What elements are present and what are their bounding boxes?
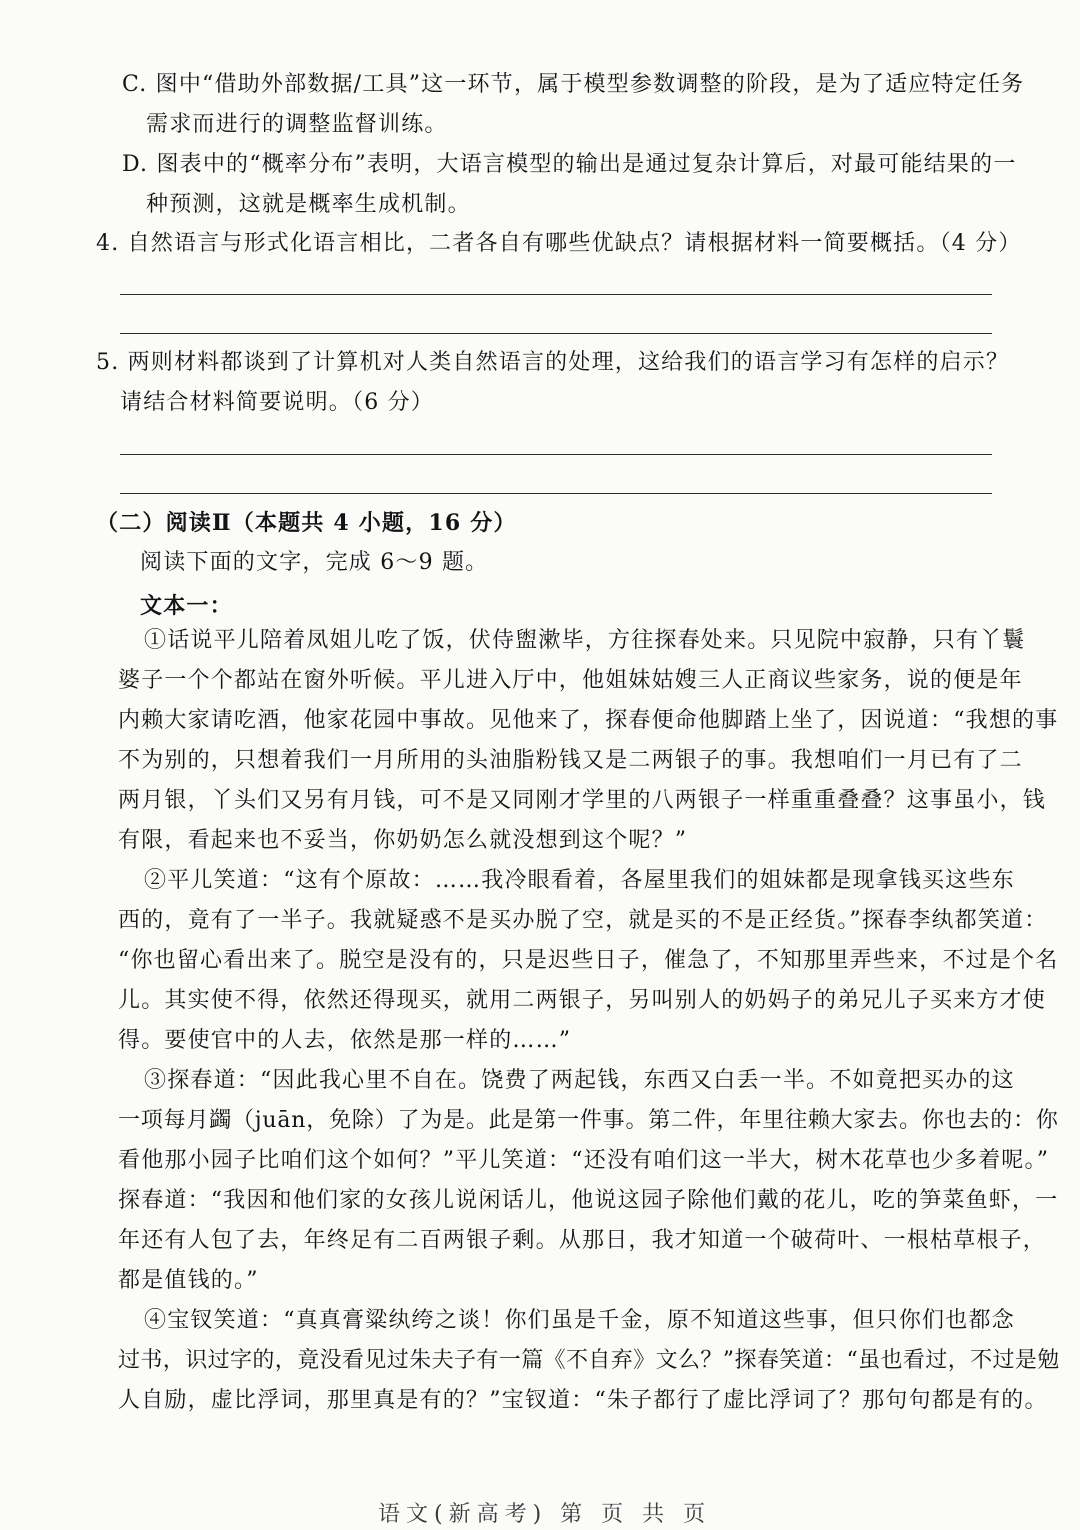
para1-line-6: 有限，看起来也不妥当，你奶奶怎么就没想到这个呢？” [118, 828, 688, 853]
para1-line-3: 内赖大家请吃酒，他家花园中事故。见他来了，探春便命他脚踏上坐了，因说道：“我想的事 [118, 708, 1059, 733]
para4-line-2: 过书，识过字的，竟没看见过朱夫子有一篇《不自弃》文么？”探春笑道：“虽也看过，不过是勉 [118, 1348, 1060, 1373]
para3-line-5: 年还有人包了去，年终足有二百两银子剩。从那日，我才知道一个破荷叶、一根枯草根子， [118, 1228, 1047, 1253]
para3-line-3: 看他那小园子比咱们这个如何？”平儿笑道：“还没有咱们这一半大，树木花草也少多着呢。” [118, 1148, 1050, 1173]
question-5-line-2: 请结合材料简要说明。（6 分） [120, 390, 434, 415]
answer-line-q4-2[interactable] [120, 333, 992, 334]
option-d-line-2: 种预测，这就是概率生成机制。 [146, 192, 471, 217]
para4-line-3: 人自励，虚比浮词，那里真是有的？”宝钗道：“朱子都行了虚比浮词了？那句句都是有的。 [118, 1388, 1048, 1413]
para2-line-1: ②平儿笑道：“这有个原故：……我冷眼看着，各屋里我们的姐妹都是现拿钱买这些东 [144, 868, 1015, 893]
para2-line-5: 得。要使官中的人去，依然是那一样的……” [118, 1028, 572, 1053]
para2-line-4: 儿。其实使不得，依然还得现买，就用二两银子，另叫别人的奶妈子的弟兄儿子买来方才使 [118, 988, 1047, 1013]
option-d-line-1: D. 图表中的“概率分布”表明，大语言模型的输出是通过复杂计算后，对最可能结果的一 [122, 152, 1017, 177]
para3-line-6: 都是值钱的。” [118, 1268, 259, 1293]
para1-line-5: 两月银，丫头们又另有月钱，可不是又同刚才学里的八两银子一样重重叠叠？这事虽小，钱 [118, 788, 1047, 813]
answer-line-q4-1[interactable] [120, 294, 992, 295]
answer-line-q5-2[interactable] [120, 493, 992, 494]
para3-line-4: 探春道：“我因和他们家的女孩儿说闲话儿，他说这园子除他们戴的花儿，吃的笋菜鱼虾，一 [118, 1188, 1059, 1213]
section-title: （二）阅读Ⅱ（本题共 4 小题，16 分） [96, 510, 517, 536]
question-5-line-1: 5. 两则材料都谈到了计算机对人类自然语言的处理，这给我们的语言学习有怎样的启示？ [96, 350, 1010, 375]
question-4: 4. 自然语言与形式化语言相比，二者各自有哪些优缺点？请根据材料一简要概括。（4 分） [96, 231, 1022, 256]
para1-line-4: 不为别的，只想着我们一月所用的头油脂粉钱又是二两银子的事。我想咱们一月已有了二 [118, 748, 1023, 773]
answer-line-q5-1[interactable] [120, 454, 992, 455]
page-footer: 语文(新高考) 第 页 共 页 [378, 1502, 712, 1527]
para3-line-2: 一项每月蠲（juān，免除）了为是。此是第一件事。第二件，年里往赖大家去。你也去的：你 [118, 1108, 1059, 1133]
para2-line-3: “你也留心看出来了。脱空是没有的，只是迟些日子，催急了，不知那里弄些来，不过是个名 [118, 948, 1059, 973]
para3-line-1: ③探春道：“因此我心里不自在。饶费了两起钱，东西又白丢一半。不如竟把买办的这 [144, 1068, 1015, 1093]
option-c-line-1: C. 图中“借助外部数据/工具”这一环节，属于模型参数调整的阶段，是为了适应特定任务 [122, 72, 1025, 97]
para1-line-1: ①话说平儿陪着凤姐儿吃了饭，伏侍盥漱毕，方往探春处来。只见院中寂静，只有丫鬟 [144, 628, 1026, 653]
para2-line-2: 西的，竟有了一半子。我就疑惑不是买办脱了空，就是买的不是正经货。”探春李纨都笑道： [118, 908, 1048, 933]
para1-line-2: 婆子一个个都站在窗外听候。平儿进入厅中，他姐妹姑嫂三人正商议些家务，说的便是年 [118, 668, 1023, 693]
text-one-label: 文本一： [140, 593, 233, 619]
option-c-line-2: 需求而进行的调整监督训练。 [146, 112, 448, 137]
section-instruction: 阅读下面的文字，完成 6～9 题。 [140, 550, 489, 575]
para4-line-1: ④宝钗笑道：“真真膏粱纨绔之谈！你们虽是千金，原不知道这些事，但只你们也都念 [144, 1308, 1015, 1333]
